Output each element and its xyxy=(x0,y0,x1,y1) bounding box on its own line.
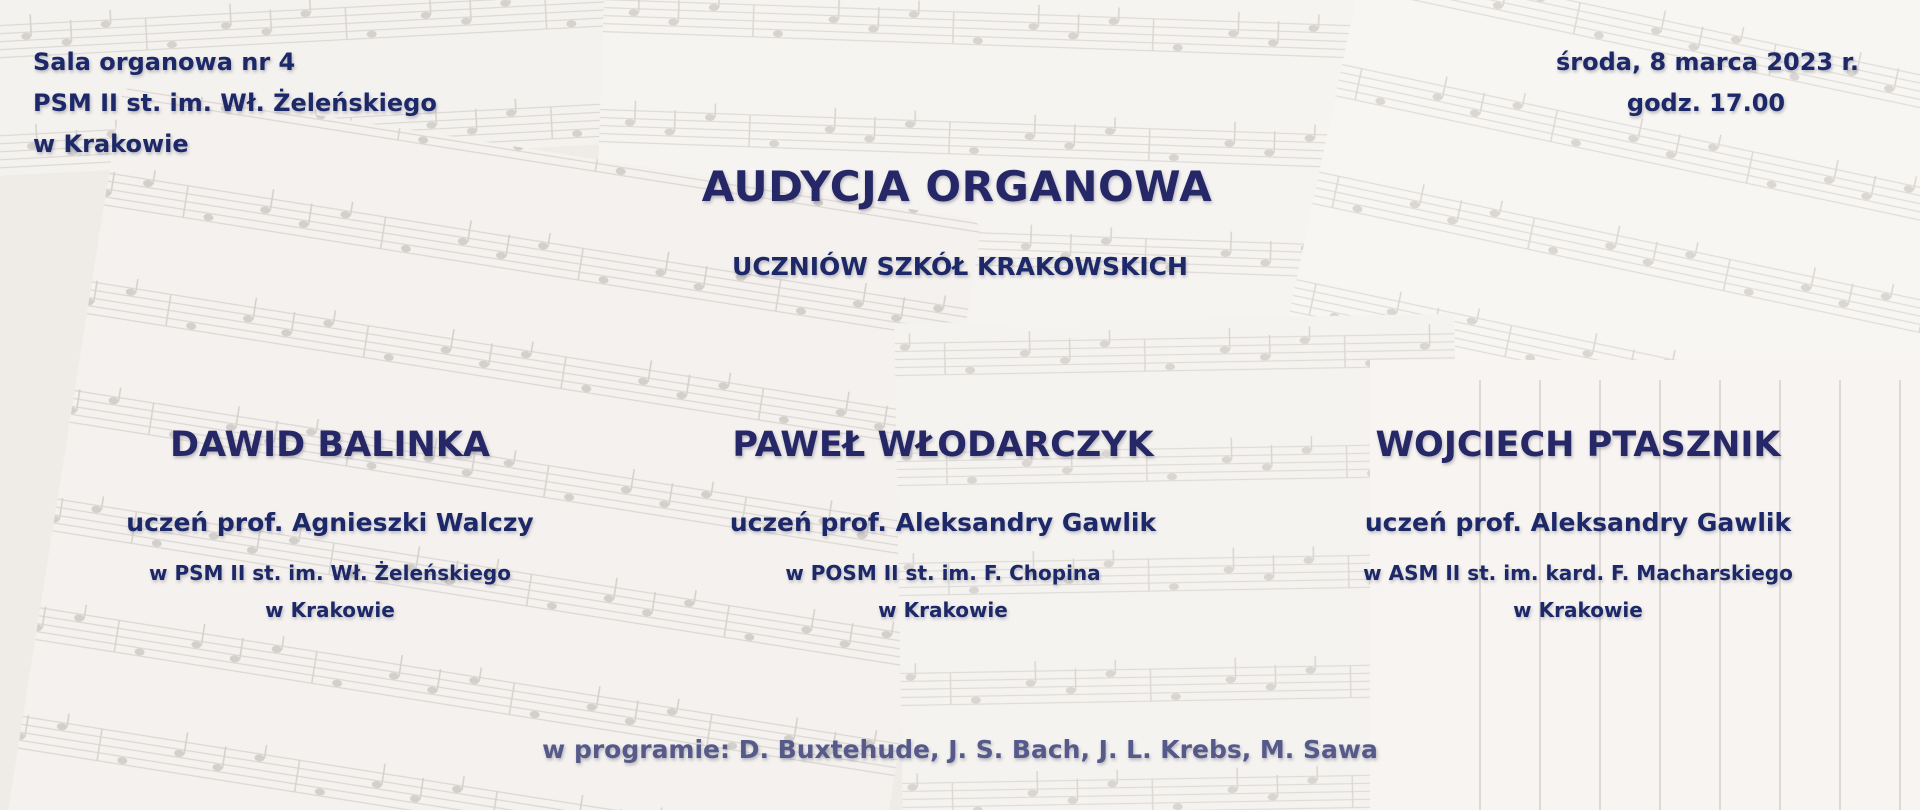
event-day: środa, 8 marca 2023 r. xyxy=(1556,48,1860,76)
performer-school xyxy=(20,555,640,629)
performer-teacher: uczeń prof. Aleksandry Gawlik xyxy=(729,508,1157,537)
performer-school-city: w Krakowie xyxy=(1513,598,1643,622)
performer-school xyxy=(1268,555,1888,629)
event-title xyxy=(0,162,1920,211)
event-date xyxy=(1556,42,1860,124)
performer-school-city: w Krakowie xyxy=(878,598,1008,622)
performer-school-name: w PSM II st. im. Wł. Żeleńskiego xyxy=(149,561,511,585)
performer-school-city: w Krakowie xyxy=(265,598,395,622)
performer-school xyxy=(633,555,1253,629)
performer-card xyxy=(633,425,1253,629)
event-time: godz. 17.00 xyxy=(1626,89,1786,117)
performer-card xyxy=(20,425,640,629)
performer-school-name: w POSM II st. im. F. Chopina xyxy=(785,561,1101,585)
program-list: w programie: D. Buxtehude, J. S. Bach, J. L. Krebs, M. Sawa xyxy=(542,735,1378,764)
performer-school-name: w ASM II st. im. kard. F. Macharskiego xyxy=(1363,561,1793,585)
event-title-text: AUDYCJA ORGANOWA xyxy=(701,162,1213,211)
event-subtitle: UCZNIÓW SZKÓŁ KRAKOWSKICH xyxy=(732,252,1188,281)
venue-info xyxy=(33,42,437,165)
performer-card xyxy=(1268,425,1888,629)
performer-teacher: uczeń prof. Aleksandry Gawlik xyxy=(1364,508,1792,537)
venue-school: PSM II st. im. Wł. Żeleńskiego xyxy=(33,89,437,117)
venue-city: w Krakowie xyxy=(33,130,189,158)
performer-teacher: uczeń prof. Agnieszki Walczy xyxy=(126,508,534,537)
performer-name: PAWEŁ WŁODARCZYK xyxy=(732,425,1154,465)
venue-room: Sala organowa nr 4 xyxy=(33,48,296,76)
performer-name: WOJCIECH PTASZNIK xyxy=(1375,425,1781,465)
performer-name: DAWID BALINKA xyxy=(169,425,491,465)
